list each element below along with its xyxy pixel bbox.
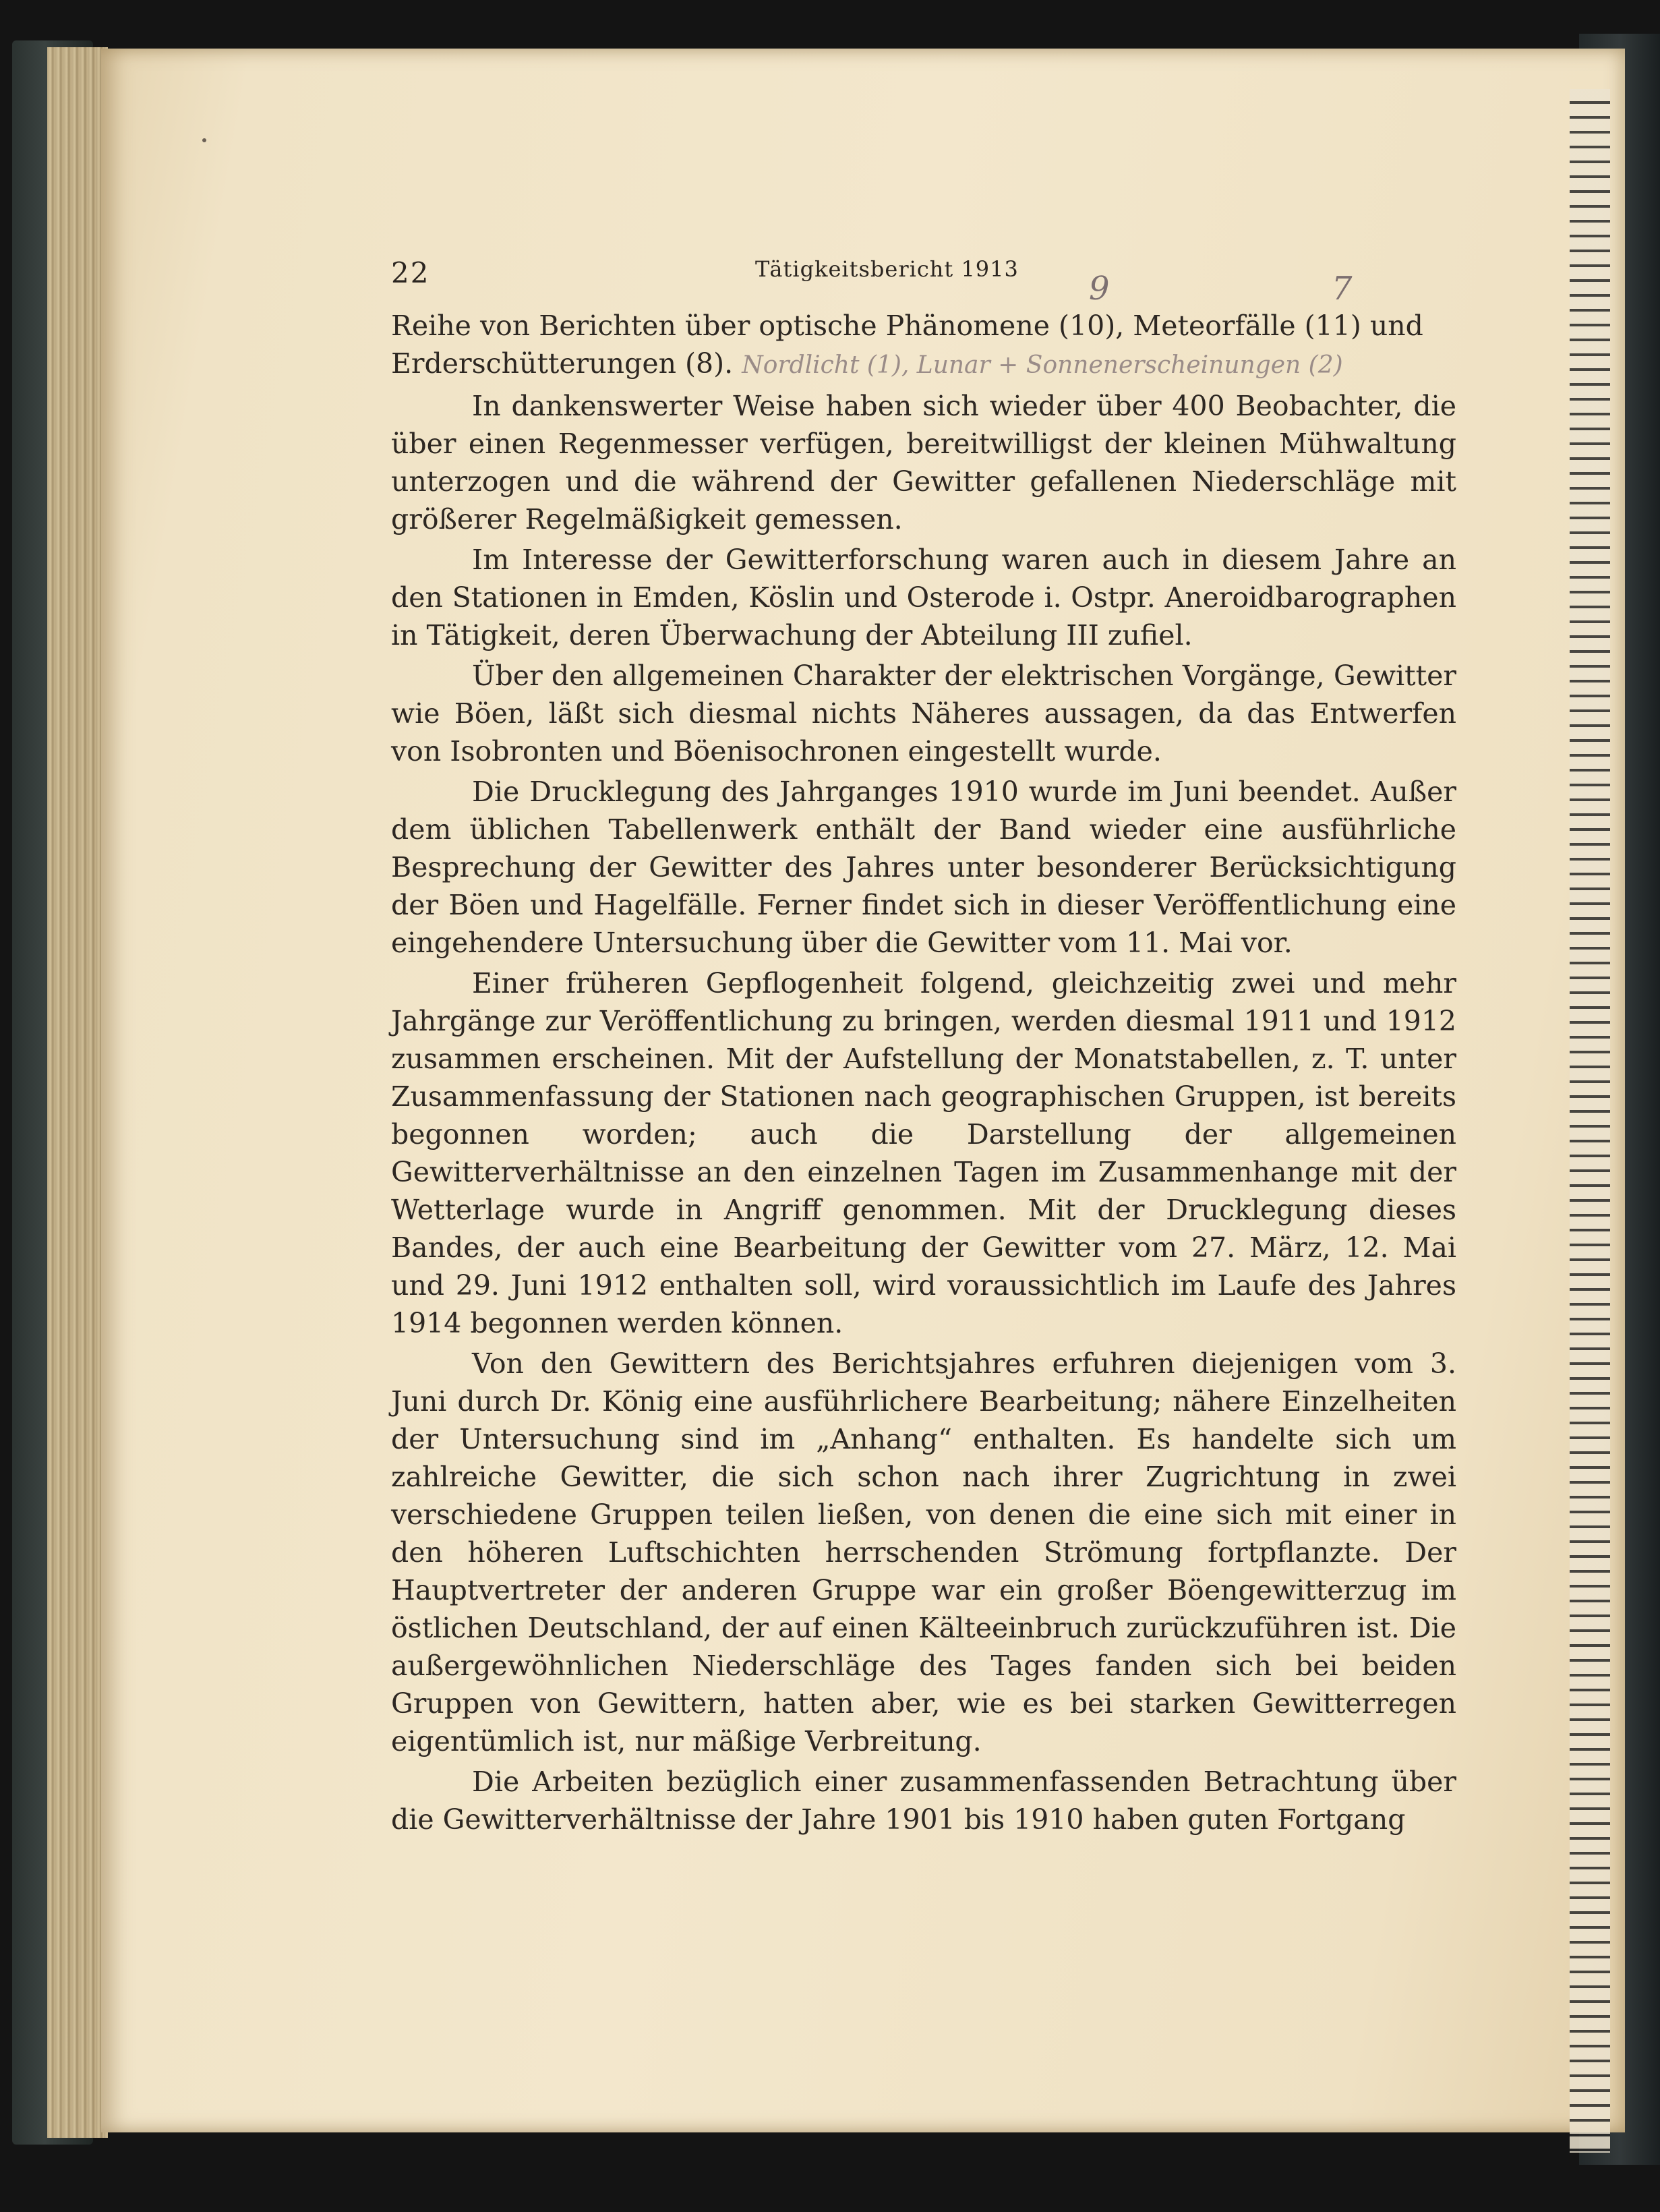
paragraph: Von den Gewittern des Berichtsjahres erfuhren diejenigen vom 3. Juni durch Dr. König eine ausführlichere Bearbeitung; nähere Einzelheiten der Untersuchung sind im „Anhang“ enthalten. Es handelte sich um zahlreiche Gewitter, die sich schon nach ihrer Zugrichtung in zwei verschiedene Gruppen teilen ließen, von denen die eine sich mit einer in den höheren Luftschichten herrschenden Strömung fortpflanzte. Der Hauptvertreter der anderen Gruppe war ein großer Böengewitterzug im östlichen Deutschland, der auf einen Kälteeinbruch zurückzuführen ist. Die außergewöhnlichen Niederschläge des Tages fanden sich bei beiden Gruppen von Gewittern, hatten aber, wie es bei starken Gewitterregen eigentümlich ist, nur mäßige Verbreitung. (391, 1347, 1456, 1757)
margin-note-7: 7 (1332, 270, 1353, 308)
paragraph: In dankenswerter Weise haben sich wieder über 400 Beobachter, die über einen Regenmesser verfügen, bereitwilligst der kleinen Mühwaltung unterzogen und die während der Gewitter gefallenen Niederschläge mit größerer Regelmäßigkeit gemessen. (391, 390, 1456, 535)
margin-note-9: 9 (1089, 270, 1110, 308)
handwritten-annotation: Nordlicht (1), Lunar + Sonnenerscheinungen (2) (742, 351, 1343, 379)
speck (202, 138, 206, 142)
running-title: Tätigkeitsbericht 1913 (755, 256, 1019, 282)
page-edges (47, 47, 108, 2138)
paragraph: Die Drucklegung des Jahrganges 1910 wurde im Juni beendet. Außer dem üblichen Tabellenwerk enthält der Band wieder eine ausführliche Besprechung der Gewitter des Jahres unter besonderer Berücksichtigung der Böen und Hagelfälle. Ferner findet sich in dieser Veröffentlichung eine eingehendere Untersuchung über die Gewitter vom 11. Mai vor. (391, 776, 1456, 959)
scale-ruler (1570, 89, 1610, 2153)
paragraph-line: Erderschütterungen (8). (391, 347, 734, 380)
paragraph: Im Interesse der Gewitterforschung waren auch in diesem Jahre an den Stationen in Emden, Köslin und Osterode i. Ostpr. Aneroidbarographen in Tätigkeit, deren Überwachung der Abteilung III zufiel. (391, 544, 1456, 651)
paragraph-continuation (391, 307, 1456, 384)
paragraph: Die Arbeiten bezüglich einer zusammenfassenden Betrachtung über die Gewitterverhältnisse der Jahre 1901 bis 1910 haben guten Fortgang (391, 1766, 1456, 1836)
page-number: 22 (391, 256, 430, 289)
paragraph: Einer früheren Gepflogenheit folgend, gleichzeitig zwei und mehr Jahrgänge zur Veröffentlichung zu bringen, werden diesmal 1911 und 1912 zusammen erscheinen. Mit der Aufstellung der Monatstabellen, z. T. unter Zusammenfassung der Stationen nach geographischen Gruppen, ist bereits begonnen worden; auch die Darstellung der allgemeinen Gewitterverhältnisse an den einzelnen Tagen im Zusammenhange mit der Wetterlage wurde in Angriff genommen. Mit der Drucklegung dieses Bandes, der auch eine Bearbeitung der Gewitter vom 27. März, 12. Mai und 29. Juni 1912 enthalten soll, wird voraussichtlich im Laufe des Jahres 1914 begonnen werden können. (391, 967, 1456, 1339)
paragraph: Über den allgemeinen Charakter der elektrischen Vorgänge, Gewitter wie Böen, läßt sich diesmal nichts Näheres aussagen, da das Entwerfen von Isobronten und Böenisochronen eingestellt wurde. (391, 660, 1456, 767)
paragraph-line: Reihe von Berichten über optische Phänomene (10), Meteorfälle (11) und (391, 310, 1423, 342)
page-header (391, 256, 1443, 297)
body-text (391, 307, 1456, 1841)
